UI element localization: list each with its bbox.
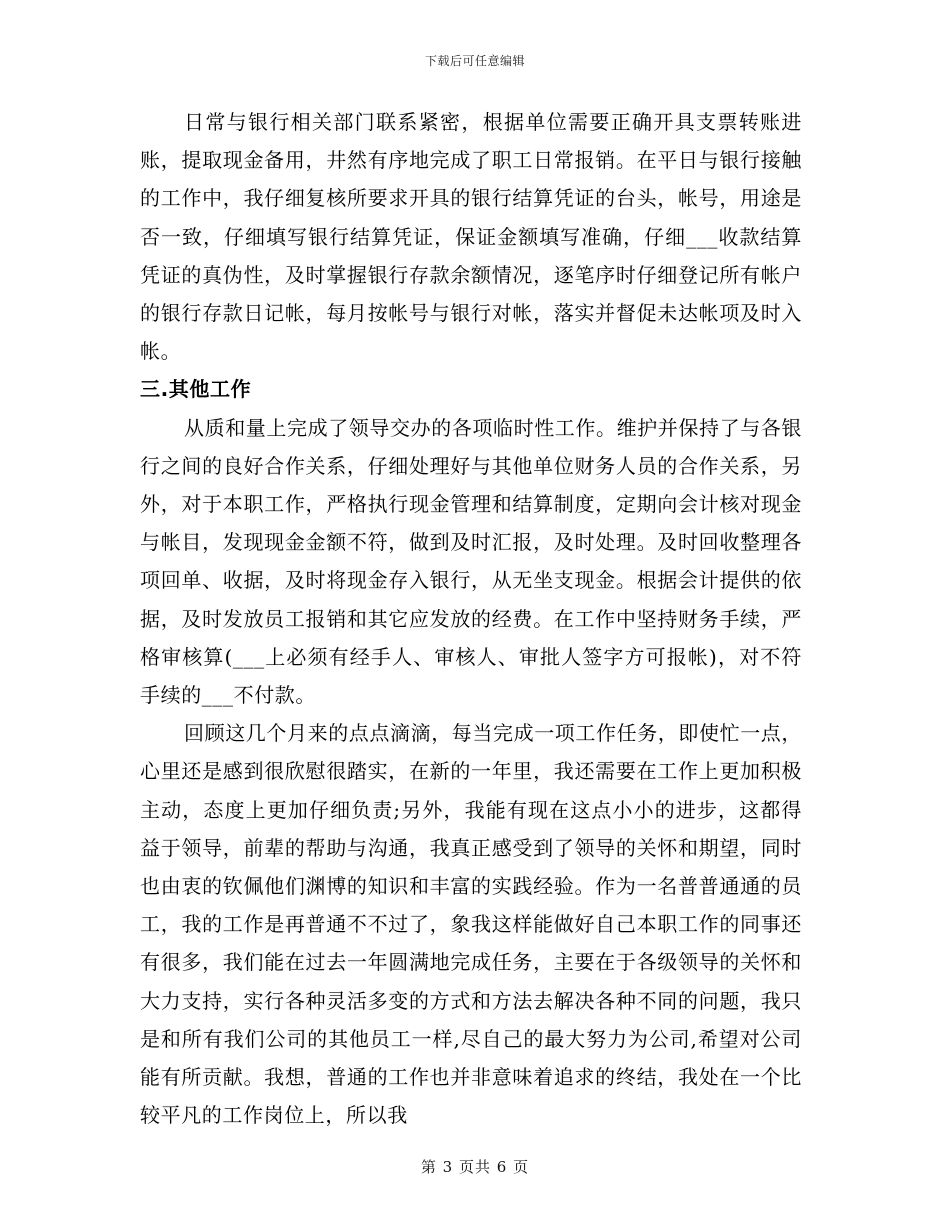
paragraph-review: 回顾这几个月来的点点滴滴，每当完成一项工作任务，即使忙一点，心里还是感到很欣慰很踏实，在新的一年里，我还需要在工作上更加积极主动，态度上更加仔细负责;另外，我能有现在这点小小的进步，这都得益于领导，前辈的帮助与沟通，我真正感受到了领导的关怀和期望，同时也由衷的钦佩他们渊博的知识和丰富的实践经验。作为一名普普通通的员工，我的工作是再普通不不过了，象我这样能做好自己本职工作的同事还有很多，我们能在过去一年圆满地完成任务，主要在于各级领导的关怀和大力支持，实行各种灵活多变的方式和方法去解决各种不同的问题，我只是和所有我们公司的其他员工一样,尽自己的最大努力为公司,希望对公司能有所贡献。我想，普通的工作也并非意味着追求的终结，我处在一个比较平凡的工作岗位上，所以我 (140, 721, 802, 1128)
paragraph-other-work: 从质和量上完成了领导交办的各项临时性工作。维护并保持了与各银行之间的良好合作关系，仔细处理好与其他单位财务人员的合作关系，另外，对于本职工作，严格执行现金管理和结算制度，定期向会计核对现金与帐目，发现现金金额不符，做到及时汇报，及时处理。及时回收整理各项回单、收据，及时将现金存入银行，从无坐支现金。根据会计提供的依据，及时发放员工报销和其它应发放的经费。在工作中坚持财务手续，严格审核算(___上必须有经手人、审核人、审批人签字方可报帐)，对不符手续的___不付款。 (140, 415, 802, 708)
page-number-footer: 第 3 页共 6 页 (420, 1158, 530, 1176)
document-body (140, 103, 802, 1134)
header-note: 下载后可任意编辑 (424, 54, 525, 68)
section-heading-other-work: 三.其他工作 (140, 377, 252, 402)
paragraph-bank-work: 日常与银行相关部门联系紧密，根据单位需要正确开具支票转账进账，提取现金备用，井然有序地完成了职工日常报销。在平日与银行接触的工作中，我仔细复核所要求开具的银行结算凭证的台头，帐号，用途是否一致，仔细填写银行结算凭证，保证金额填写准确，仔细___收款结算凭证的真伪性，及时掌握银行存款余额情况，逐笔序时仔细登记所有帐户的银行存款日记帐，每月按帐号与银行对帐，落实并督促未达帐项及时入帐。 (140, 110, 802, 364)
